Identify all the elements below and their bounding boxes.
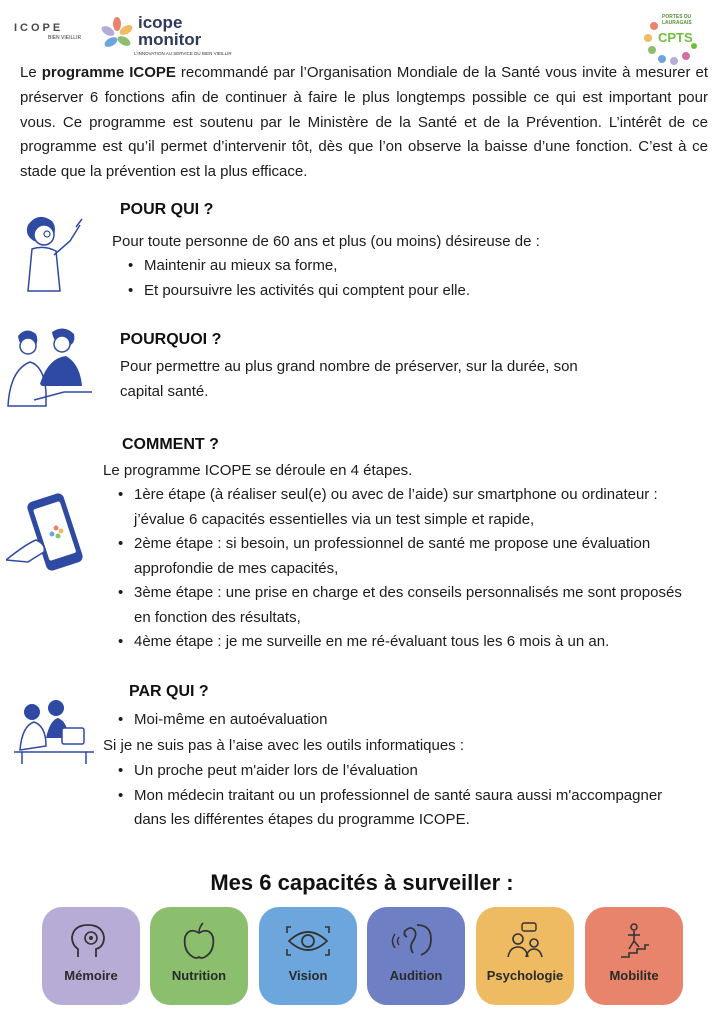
pourquoi-text: Pour permettre au plus grand nombre de préserver, sur la durée, son capital santé. xyxy=(120,358,578,400)
list-item: • 2ème étape : si besoin, un professionnel de santé me propose une évaluation approfondie de mes capacités, xyxy=(116,532,716,581)
list-item: • 3ème étape : une prise en charge et des conseils personnalisés me sont proposés en fonction des résultats, xyxy=(116,581,716,630)
capacity-card-memoire xyxy=(42,907,140,1005)
capacity-label: Vision xyxy=(288,968,328,983)
capacity-card-mobilite xyxy=(585,907,683,1005)
cpts-logo: PORTES DU LAURAGAIS CPTS xyxy=(640,8,712,68)
people-computer-illustration xyxy=(10,694,98,766)
apple-icon xyxy=(150,921,248,961)
par-qui-list-2 xyxy=(116,759,716,833)
capacity-card-audition xyxy=(367,907,465,1005)
list-item: • Et poursuivre les activités qui comptent pour elle. xyxy=(126,279,706,304)
woman-pointing-illustration xyxy=(10,205,94,297)
comment-title: COMMENT ? xyxy=(122,436,219,453)
par-qui-title: PAR QUI ? xyxy=(129,683,209,700)
flower-icon xyxy=(100,16,134,50)
pour-qui-text: Pour toute personne de 60 ans et plus (ou moins) désireuse de : xyxy=(112,233,540,250)
capacities-title: Mes 6 capacités à surveiller : xyxy=(210,870,514,895)
icope-logo: ICOPE BIEN VIEILLIR xyxy=(14,22,82,41)
par-qui-text: Si je ne suis pas à l’aise avec les outils informatiques : xyxy=(103,737,465,754)
pourquoi-title: POURQUOI ? xyxy=(120,331,222,348)
comment-list xyxy=(116,483,716,655)
ear-icon xyxy=(367,921,465,961)
list-item: • Maintenir au mieux sa forme, xyxy=(126,254,706,279)
list-item: • Un proche peut m'aider lors de l’évaluation xyxy=(116,759,716,784)
list-item: • Mon médecin traitant ou un professionnel de santé saura aussi m'accompagner dans les différentes étapes du programme ICOPE. xyxy=(116,784,716,833)
capacity-card-psychologie xyxy=(476,907,574,1005)
pour-qui-title: POUR QUI ? xyxy=(120,201,214,218)
list-item: • 4ème étape : je me surveille en me ré-évaluant tous les 6 mois à un an. xyxy=(116,630,716,655)
people-icon xyxy=(476,921,574,961)
pour-qui-list xyxy=(126,254,706,303)
capacity-label: Psychologie xyxy=(486,968,564,983)
program-name: programme ICOPE xyxy=(41,64,176,81)
list-item: • 1ère étape (à réaliser seul(e) ou avec de l’aide) sur smartphone ou ordinateur : j’évalue 6 capacités essentielles via un test simple et rapide, xyxy=(116,483,716,532)
brain-icon xyxy=(42,921,140,961)
capacity-label: Mémoire xyxy=(64,968,118,983)
capacity-label: Audition xyxy=(389,968,443,983)
comment-text: Le programme ICOPE se déroule en 4 étapes. xyxy=(103,462,413,479)
icope-monitor-logo: icope monitor L'INNOVATION AU SERVICE DU BIEN VIEILLIR xyxy=(100,14,220,54)
capacity-card-vision xyxy=(259,907,357,1005)
stairs-icon xyxy=(585,921,683,961)
couple-illustration xyxy=(4,326,96,414)
capacity-card-nutrition xyxy=(150,907,248,1005)
list-item: • Moi-même en autoévaluation xyxy=(116,708,716,733)
smartphone-hand-illustration xyxy=(6,490,98,580)
eye-icon xyxy=(259,921,357,961)
capacity-label: Nutrition xyxy=(171,968,227,983)
par-qui-list-1 xyxy=(116,708,716,733)
intro-paragraph: Le programme ICOPE recommandé par l’Organisation Mondiale de la Santé vous invite à mesurer et préserver 6 fonctions afin de continuer à faire le plus longtemps possible ce qui est important pour vous. Ce programme est soutenu par le Ministère de la Santé et de la Prévention. L’intérêt de ce programme est qu’il permet d’intervenir tôt, dès que l’on observe la baisse d’une fonction. C’est à ce stade que la prévention est la plus efficace. xyxy=(20,64,708,181)
capacity-label: Mobilite xyxy=(609,968,659,983)
